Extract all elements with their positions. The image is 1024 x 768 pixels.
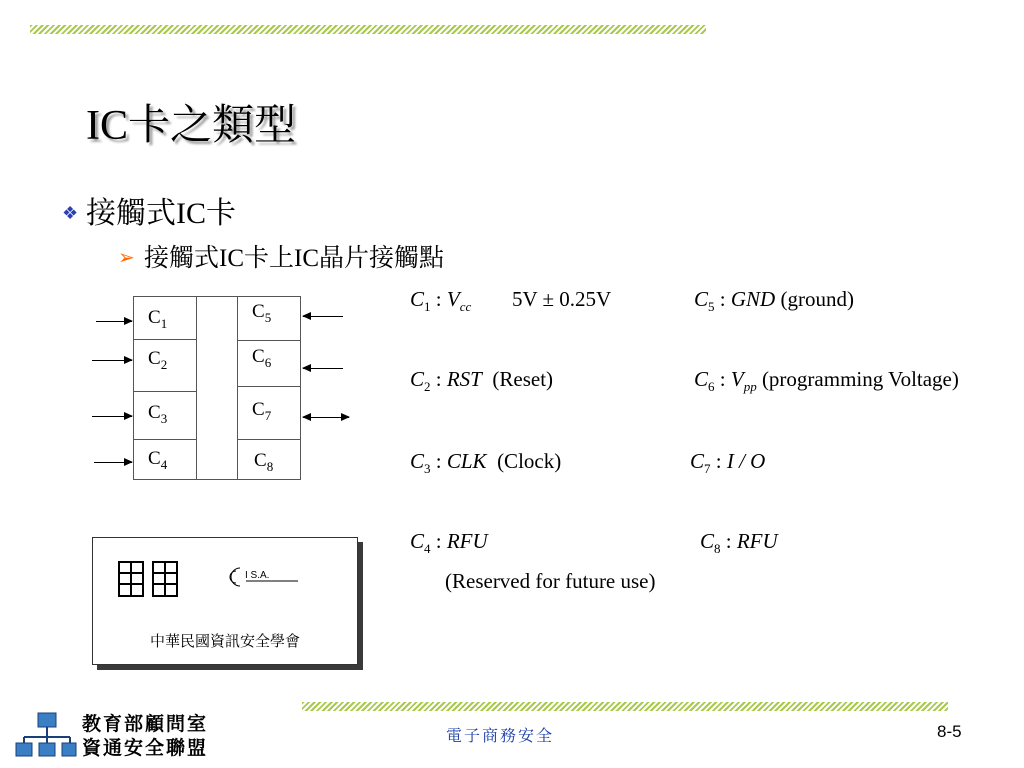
footer-org-line-1: 教育部顧問室 [82,714,209,735]
sub-bullet-item [118,238,444,274]
chip-center-column [197,296,237,480]
ic-card-illustration [92,537,358,665]
contact-pad-c1: $C_1$ [134,297,196,340]
bullet-item [62,188,236,232]
association-logo-icon [228,564,308,595]
page-number: 8-5 [937,722,962,741]
footer-organization [82,713,208,761]
contact-pad-c8: $C_8$ [254,450,274,474]
left-contact-column [133,296,197,480]
arrow-into-c3 [92,416,132,417]
network-logo-icon [14,711,78,759]
formula-c7: $C_7$ : I / O [690,449,766,477]
contact-pad-c2: $C_2$ [134,340,196,392]
arrow-bullet-icon: ➢ [118,247,135,269]
formula-c2: $C_2$ : RST (Reset) [410,367,554,395]
contact-pad-c5: $C_5$ [238,297,300,341]
formula-c5: $C_5$ : GND (ground) [694,287,854,315]
formula-c1-value: 5V ± 0.25V [512,287,612,311]
formula-c4: $C_4$ : RFU [410,529,488,557]
arrow-into-c1 [96,321,132,322]
rfu-note: (Reserved for future use) [445,569,656,593]
formula-c8: $C_8$ : RFU [700,529,778,557]
contact-pad-c6: $C_6$ [238,341,300,387]
right-contact-column [237,296,301,480]
contact-diagram [88,290,360,490]
footer-course-title: 電子商務安全 [446,726,555,745]
arrow-bidirectional-c7 [303,417,349,418]
bottom-decorative-stripe [302,702,948,711]
arrow-into-c4 [94,462,132,463]
top-decorative-stripe [30,25,706,34]
formula-c3: $C_3$ : CLK (Clock) [410,449,562,477]
bullet-text: 接觸式IC卡 [86,197,236,230]
contact-pad-c3: $C_3$ [134,392,196,440]
chip-contact-icon [117,560,179,598]
formula-c1: $C_1$ : $V_{cc}$ [410,287,472,315]
footer-org-line-2: 資通安全聯盟 [82,738,209,759]
formula-c6: $C_6$ : $V_{pp}$ (programming Voltage) [694,367,959,395]
slide-title: IC卡之類型 [86,103,297,149]
contact-pad-c4: $C_4$ [148,448,168,472]
arrow-into-c5 [303,316,343,317]
diamond-bullet-icon: ❖ [62,203,79,223]
contact-pad-c7: $C_7$ [238,387,300,440]
arrow-into-c2 [92,360,132,361]
arrow-into-c6 [303,368,343,369]
sub-bullet-text: 接觸式IC卡上IC晶片接觸點 [144,245,445,272]
organization-name: 中華民國資訊安全學會 [149,633,300,650]
logo-text: I S.A. [245,570,270,581]
